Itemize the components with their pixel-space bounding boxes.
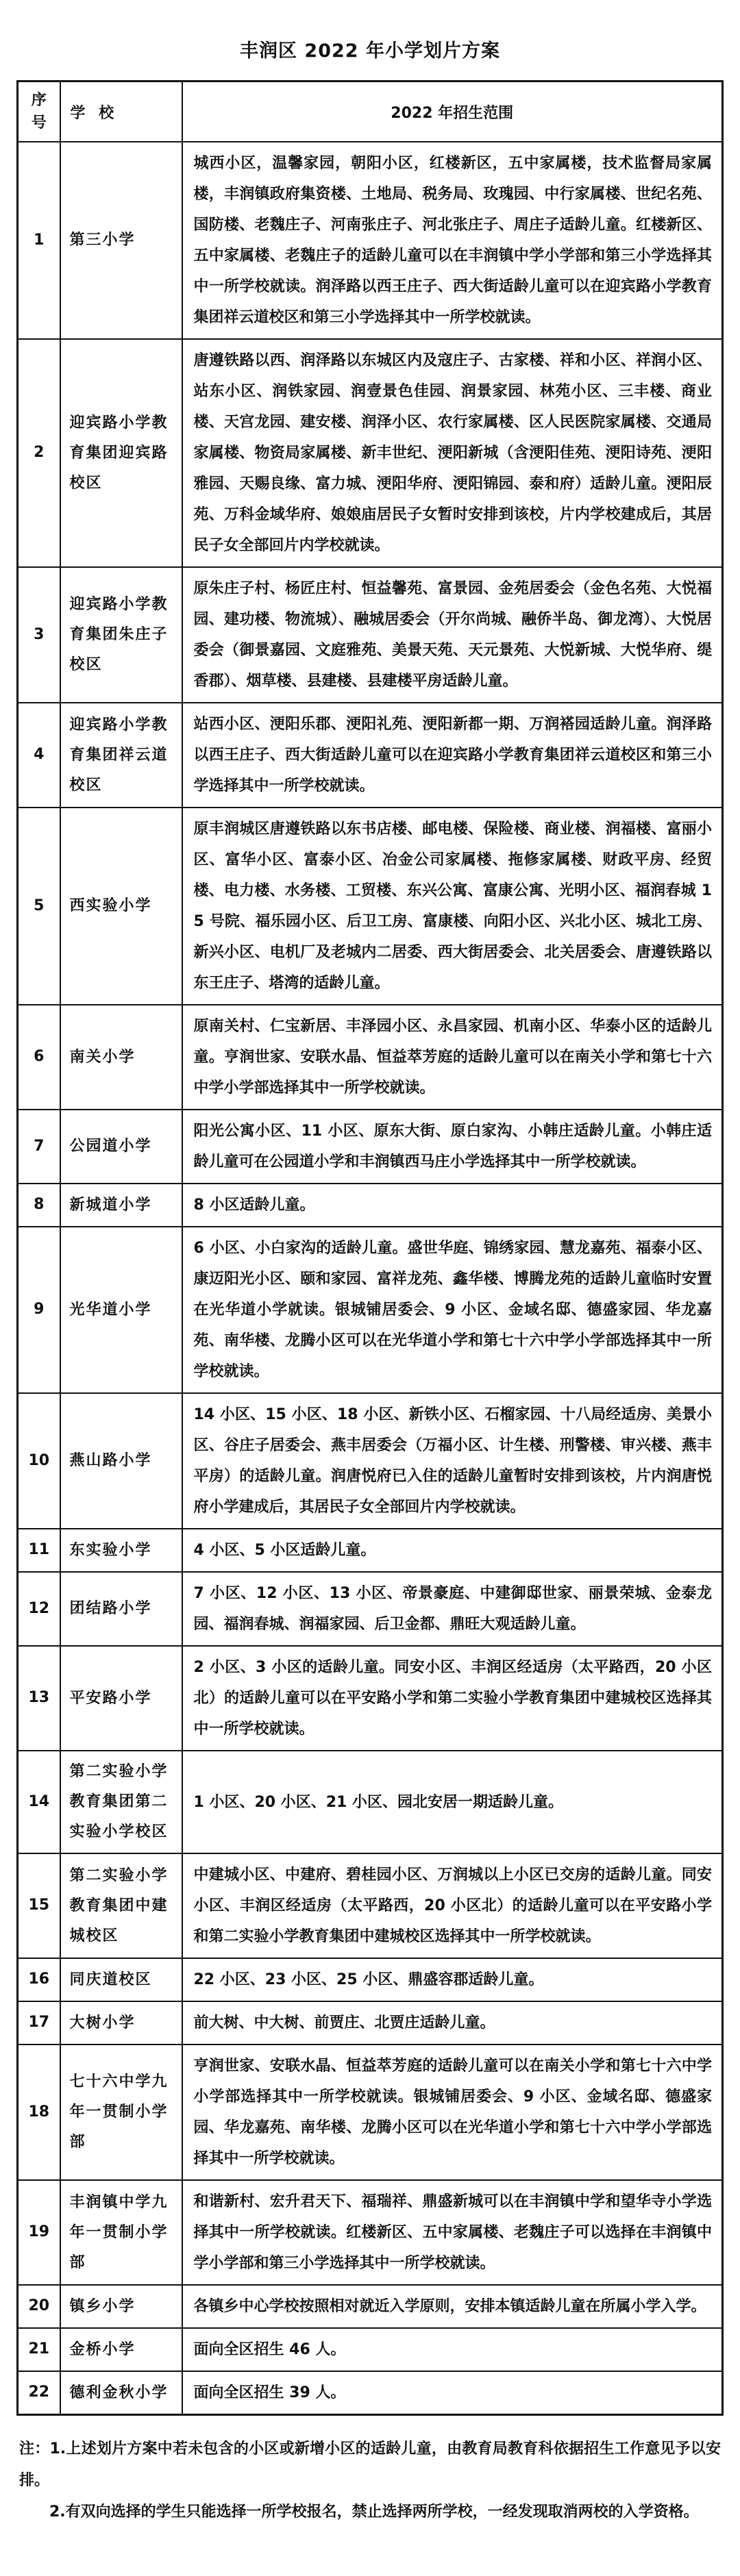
zoning-plan-table [16, 80, 724, 2416]
table-row [18, 808, 723, 1005]
table-row [18, 2180, 723, 2285]
table-row [18, 1958, 723, 2001]
school-name: 东实验小学 [60, 1529, 182, 1572]
enrollment-range: 2 小区、3 小区的适龄儿童。同安小区、丰润区经适房（太平路西，20 小区北）的适龄儿童可以在平安路小学和第二实验小学教育集团中建城校区选择其中一所学校就读。 [182, 1646, 723, 1751]
table-row [18, 1853, 723, 1958]
row-number: 5 [18, 808, 60, 1005]
row-number: 12 [18, 1572, 60, 1646]
school-name: 团结路小学 [60, 1572, 182, 1646]
enrollment-range: 4 小区、5 小区适龄儿童。 [182, 1529, 723, 1572]
row-number: 10 [18, 1393, 60, 1529]
table-row [18, 2001, 723, 2044]
school-name: 第二实验小学教育集团第二实验小学校区 [60, 1751, 182, 1853]
enrollment-range: 6 小区、小白家沟的适龄儿童。盛世华庭、锦绣家园、慧龙嘉苑、福泰小区、康迈阳光小区、颐和家园、富祥龙苑、鑫华楼、博腾龙苑的适龄儿童临时安置在光华道小学就读。银城铺居委会、9 小区、金域名邸、德盛家园、华龙嘉苑、南华楼、龙腾小区可以在光华道小学和第七十六中学小学部选择其中一所学校就读。 [182, 1227, 723, 1393]
table-row [18, 1110, 723, 1184]
table-row [18, 339, 723, 567]
school-name: 南关小学 [60, 1005, 182, 1110]
row-number: 1 [18, 142, 60, 339]
page-title: 丰润区 2022 年小学划片方案 [240, 40, 500, 62]
table-row [18, 2371, 723, 2415]
row-number: 20 [18, 2285, 60, 2328]
school-name: 金桥小学 [60, 2328, 182, 2371]
header-serial-number: 序号 [18, 82, 60, 142]
table-row [18, 1751, 723, 1853]
enrollment-range: 面向全区招生 46 人。 [182, 2328, 723, 2371]
enrollment-range: 8 小区适龄儿童。 [182, 1184, 723, 1227]
row-number: 18 [18, 2044, 60, 2180]
row-number: 9 [18, 1227, 60, 1393]
school-name: 迎宾路小学教育集团迎宾路校区 [60, 339, 182, 567]
footnotes [16, 2434, 724, 2528]
row-number: 16 [18, 1958, 60, 2001]
table-row [18, 1572, 723, 1646]
table-row [18, 1184, 723, 1227]
enrollment-range: 7 小区、12 小区、13 小区、帝景豪庭、中建御邸世家、丽景荣城、金泰龙园、福润春城、润福家园、后卫金都、鼎旺大观适龄儿童。 [182, 1572, 723, 1646]
enrollment-range: 原朱庄子村、杨匠庄村、恒益馨苑、富景园、金苑居委会（金色名苑、大悦福园、建功楼、物流城）、融城居委会（开尔尚城、融侨半岛、御龙湾）、大悦居委会（御景嘉园、文庭雅苑、美景天苑、天元景苑、大悦新城、大悦华府、缇香郡）、烟草楼、县建楼、县建楼平房适龄儿童。 [182, 567, 723, 703]
enrollment-range: 14 小区、15 小区、18 小区、新铁小区、石榴家园、十八局经适房、美景小区、谷庄子居委会、燕丰居委会（万福小区、计生楼、刑警楼、审兴楼、燕丰平房）的适龄儿童。润唐悦府已入住的适龄儿童暂时安排到该校，片内润唐悦府小学建成后，其居民子女全部回片内学校就读。 [182, 1393, 723, 1529]
enrollment-range: 城西小区，温馨家园，朝阳小区，红楼新区，五中家属楼，技术监督局家属楼，丰润镇政府集资楼、土地局、税务局、玫瑰园、中行家属楼、世纪名苑、国防楼、老魏庄子、河南张庄子、河北张庄子、周庄子适龄儿童。红楼新区、五中家属楼、老魏庄子的适龄儿童可以在丰润镇中学小学部和第三小学选择其中一所学校就读。润泽路以西王庄子、西大街适龄儿童可以在迎宾路小学教育集团祥云道校区和第三小学选择其中一所学校就读。 [182, 142, 723, 339]
row-number: 14 [18, 1751, 60, 1853]
footnote-1: 注：1.上述划片方案中若未包含的小区或新增小区的适龄儿童，由教育局教育科依据招生工作意见予以安排。 [19, 2440, 721, 2489]
header-school: 学 校 [60, 82, 182, 142]
school-name: 七十六中学九年一贯制小学部 [60, 2044, 182, 2180]
enrollment-range: 亨润世家、安联水晶、恒益萃芳庭的适龄儿童可以在南关小学和第七十六中学小学部选择其中一所学校就读。银城铺居委会、9 小区、金域名邸、德盛家园、华龙嘉苑、南华楼、龙腾小区可以在光华道小学和第七十六中学小学部选择其中一所学校就读。 [182, 2044, 723, 2180]
row-number: 21 [18, 2328, 60, 2371]
school-name: 丰润镇中学九年一贯制小学部 [60, 2180, 182, 2285]
table-row [18, 1646, 723, 1751]
enrollment-range: 站西小区、浭阳乐郡、浭阳礼苑、浭阳新都一期、万润褡园适龄儿童。润泽路以西王庄子、西大街适龄儿童可以在迎宾路小学教育集团祥云道校区和第三小学选择其中一所学校就读。 [182, 703, 723, 808]
enrollment-range: 原丰润城区唐遵铁路以东书店楼、邮电楼、保险楼、商业楼、润福楼、富丽小区、富华小区、富泰小区、冶金公司家属楼、拖修家属楼、财政平房、经贸楼、电力楼、水务楼、工贸楼、东兴公寓、富康公寓、光明小区、福润春城 15 号院、福乐园小区、后卫工房、富康楼、向阳小区、兴北小区、城北工房、新兴小区、电机厂及老城内二居委、西大街居委会、北关居委会、唐遵铁路以东王庄子、塔湾的适龄儿童。 [182, 808, 723, 1005]
school-name: 燕山路小学 [60, 1393, 182, 1529]
row-number: 8 [18, 1184, 60, 1227]
table-row [18, 2328, 723, 2371]
school-name: 光华道小学 [60, 1227, 182, 1393]
table-row [18, 142, 723, 339]
enrollment-range: 各镇乡中心学校按照相对就近入学原则，安排本镇适龄儿童在所属小学入学。 [182, 2285, 723, 2328]
enrollment-range: 唐遵铁路以西、润泽路以东城区内及寇庄子、古家楼、祥和小区、祥润小区、站东小区、润铁家园、润壹景色佳园、润景家园、林苑小区、三丰楼、商业楼、天宫龙园、建安楼、润泽小区、农行家属楼、区人民医院家属楼、交通局家属楼、物资局家属楼、新丰世纪、浭阳新城（含浭阳佳苑、浭阳诗苑、浭阳雅园、天赐良缘、富力城、浭阳华府、浭阳锦园、泰和府）适龄儿童。浭阳辰苑、万科金域华府、娘娘庙居民子女暂时安排到该校，片内学校建成后，其居民子女全部回片内学校就读。 [182, 339, 723, 567]
school-name: 新城道小学 [60, 1184, 182, 1227]
enrollment-range: 和谐新村、宏升君天下、福瑞祥、鼎盛新城可以在丰润镇中学和望华寺小学选择其中一所学校就读。红楼新区、五中家属楼、老魏庄子可以选择在丰润镇中学小学部和第三小学选择其中一所学校就读。 [182, 2180, 723, 2285]
school-name: 德利金秋小学 [60, 2371, 182, 2415]
enrollment-range: 面向全区招生 39 人。 [182, 2371, 723, 2415]
row-number: 11 [18, 1529, 60, 1572]
row-number: 7 [18, 1110, 60, 1184]
row-number: 6 [18, 1005, 60, 1110]
enrollment-range: 1 小区、20 小区、21 小区、园北安居一期适龄儿童。 [182, 1751, 723, 1853]
table-row [18, 2285, 723, 2328]
school-name: 大树小学 [60, 2001, 182, 2044]
school-name: 公园道小学 [60, 1110, 182, 1184]
table-row [18, 1005, 723, 1110]
table-row [18, 1227, 723, 1393]
table-row [18, 1529, 723, 1572]
enrollment-range: 22 小区、23 小区、25 小区、鼎盛容郡适龄儿童。 [182, 1958, 723, 2001]
enrollment-range: 原南关村、仁宝新居、丰泽园小区、永昌家园、机南小区、华泰小区的适龄儿童。亨润世家、安联水晶、恒益萃芳庭的适龄儿童可以在南关小学和第七十六中学小学部选择其中一所学校就读。 [182, 1005, 723, 1110]
school-name: 迎宾路小学教育集团朱庄子校区 [60, 567, 182, 703]
school-name: 镇乡小学 [60, 2285, 182, 2328]
school-name: 平安路小学 [60, 1646, 182, 1751]
row-number: 22 [18, 2371, 60, 2415]
row-number: 13 [18, 1646, 60, 1751]
enrollment-range: 前大树、中大树、前贾庄、北贾庄适龄儿童。 [182, 2001, 723, 2044]
enrollment-range: 中建城小区、中建府、碧桂园小区、万润城以上小区已交房的适龄儿童。同安小区、丰润区经适房（太平路西，20 小区北）的适龄儿童可以在平安路小学和第二实验小学教育集团中建城校区选择其中一所学校就读。 [182, 1853, 723, 1958]
row-number: 19 [18, 2180, 60, 2285]
table-row [18, 567, 723, 703]
school-name: 第三小学 [60, 142, 182, 339]
header-enrollment-range: 2022 年招生范围 [182, 82, 723, 142]
school-name: 第二实验小学教育集团中建城校区 [60, 1853, 182, 1958]
row-number: 15 [18, 1853, 60, 1958]
row-number: 4 [18, 703, 60, 808]
table-header-row [18, 82, 723, 142]
table-row [18, 1393, 723, 1529]
enrollment-range: 阳光公寓小区、11 小区、原东大街、原白家沟、小韩庄适龄儿童。小韩庄适龄儿童可在公园道小学和丰润镇西马庄小学选择其中一所学校就读。 [182, 1110, 723, 1184]
school-name: 迎宾路小学教育集团祥云道校区 [60, 703, 182, 808]
row-number: 17 [18, 2001, 60, 2044]
school-name: 同庆道校区 [60, 1958, 182, 2001]
table-row [18, 2044, 723, 2180]
school-name: 西实验小学 [60, 808, 182, 1005]
table-row [18, 703, 723, 808]
row-number: 3 [18, 567, 60, 703]
row-number: 2 [18, 339, 60, 567]
footnote-2: 2.有双向选择的学生只能选择一所学校报名，禁止选择两所学校，一经发现取消两校的入学资格。 [49, 2503, 699, 2521]
